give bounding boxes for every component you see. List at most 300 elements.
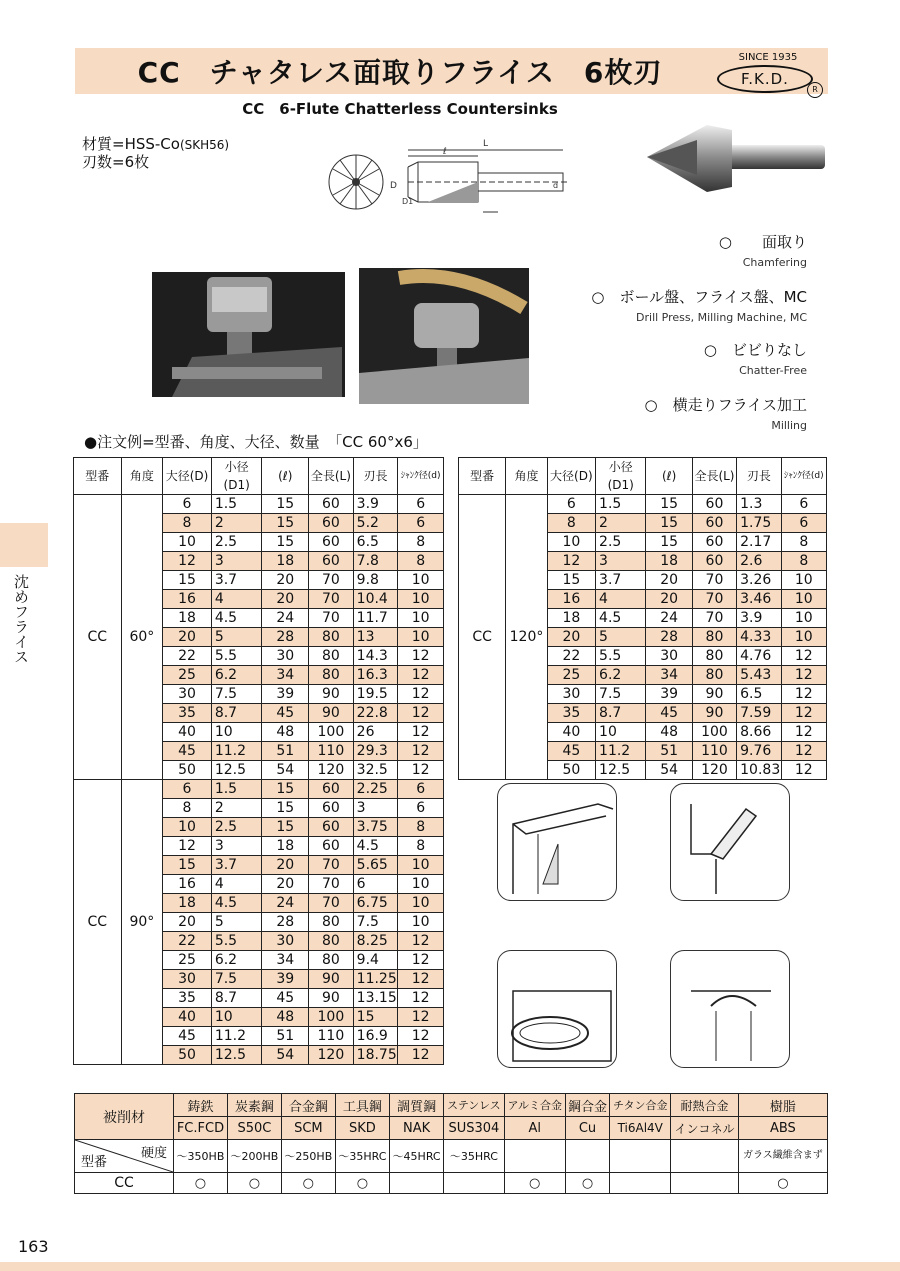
table-cell: 60 (309, 837, 354, 856)
feature-machines (591, 286, 807, 324)
table-cell: 45 (262, 989, 309, 1008)
table-cell: 8 (163, 799, 212, 818)
circle-icon: ○ (718, 233, 732, 251)
page-title: CC チャタレス面取りフライス 6枚刃 (137, 56, 663, 89)
table-cell: 12.5 (596, 761, 646, 780)
table-cell: 7.59 (737, 704, 781, 723)
header-overall: 全長(L) (692, 458, 736, 495)
table-cell: 6 (398, 799, 444, 818)
table-cell: 30 (646, 647, 692, 666)
table-cell: 60 (309, 780, 354, 799)
table-cell: 60 (692, 514, 736, 533)
material-row-model: CC (75, 1173, 174, 1194)
table-cell: 12 (398, 761, 444, 780)
table-cell: 6 (398, 495, 444, 514)
table-cell: 5 (211, 628, 262, 647)
table-cell: 10 (781, 590, 826, 609)
table-cell: 20 (163, 913, 212, 932)
table-cell: 70 (309, 856, 354, 875)
table-cell: 11.25 (353, 970, 398, 989)
table-cell: 12 (398, 970, 444, 989)
table-cell: 24 (646, 609, 692, 628)
table-cell: 3.9 (737, 609, 781, 628)
header-small-dia: 小径(D1) (596, 458, 646, 495)
table-cell: 24 (262, 894, 309, 913)
spec-table-60-90 (73, 457, 444, 1065)
table-cell: 6 (353, 875, 398, 894)
table-cell: 60 (692, 552, 736, 571)
header-l: (ℓ) (646, 458, 692, 495)
side-label: 沈めフライス (12, 574, 30, 664)
table-cell: 3 (211, 837, 262, 856)
table-header-row (74, 458, 444, 495)
table-cell: 8 (398, 818, 444, 837)
table-cell: 28 (262, 913, 309, 932)
table-cell: 70 (309, 894, 354, 913)
table-cell: 10 (547, 533, 595, 552)
compatibility-circle-icon: ○ (335, 1173, 389, 1194)
table-cell: 22.8 (353, 704, 398, 723)
material-hardness (504, 1140, 565, 1173)
table-cell: 48 (646, 723, 692, 742)
model-label: 型番 (81, 1155, 108, 1170)
table-cell: 10 (596, 723, 646, 742)
compatibility-circle-icon: ○ (281, 1173, 335, 1194)
table-cell: 10.83 (737, 761, 781, 780)
table-cell: 45 (547, 742, 595, 761)
table-cell: 35 (547, 704, 595, 723)
table-cell: 5.5 (211, 932, 262, 951)
table-cell: 26 (353, 723, 398, 742)
table-cell: 6.75 (353, 894, 398, 913)
table-cell: 15 (353, 1008, 398, 1027)
table-cell: 80 (309, 666, 354, 685)
table-cell: 4 (211, 590, 262, 609)
table-cell: 8 (398, 533, 444, 552)
table-cell: 10 (398, 856, 444, 875)
table-cell: 28 (262, 628, 309, 647)
table-cell: 5.43 (737, 666, 781, 685)
flute-spec: 刃数=6枚 (82, 153, 150, 171)
header-cut-len: 刃長 (737, 458, 781, 495)
table-cell: 8 (781, 533, 826, 552)
table-cell: 39 (262, 685, 309, 704)
bottom-band (0, 1262, 900, 1271)
table-cell: 12 (398, 932, 444, 951)
table-cell: 25 (163, 666, 212, 685)
material-hardness (610, 1140, 671, 1173)
table-cell: 12 (781, 685, 826, 704)
table-cell: 90 (309, 970, 354, 989)
header-small-dia: 小径(D1) (211, 458, 262, 495)
table-cell: 80 (309, 951, 354, 970)
material-table (74, 1093, 828, 1194)
table-cell: 10 (163, 818, 212, 837)
table-cell: 40 (163, 1008, 212, 1027)
table-cell: 16 (163, 590, 212, 609)
header-angle: 角度 (506, 458, 547, 495)
table-cell: 25 (547, 666, 595, 685)
table-cell: 4.5 (211, 609, 262, 628)
table-cell: 8 (398, 552, 444, 571)
compatibility-circle-icon: ○ (227, 1173, 281, 1194)
table-cell: 20 (646, 571, 692, 590)
table-cell: 16.9 (353, 1027, 398, 1046)
table-cell: 34 (262, 666, 309, 685)
table-cell: 51 (262, 1027, 309, 1046)
table-cell: 110 (692, 742, 736, 761)
table-cell: 100 (692, 723, 736, 742)
compatibility-cell (610, 1173, 671, 1194)
table-cell: 11.2 (211, 742, 262, 761)
compatibility-circle-icon: ○ (565, 1173, 609, 1194)
table-cell: 2.5 (211, 533, 262, 552)
table-cell: 12 (781, 723, 826, 742)
chamfer-diagram-2 (670, 783, 790, 901)
table-cell: 7.5 (211, 685, 262, 704)
table-cell: 90 (692, 704, 736, 723)
table-cell: 12 (398, 647, 444, 666)
table-cell: 30 (262, 932, 309, 951)
table-cell: 18 (163, 609, 212, 628)
dim-D1: D1 (402, 197, 414, 206)
table-cell: 3.7 (211, 571, 262, 590)
table-cell: 15 (262, 533, 309, 552)
table-cell: 100 (309, 1008, 354, 1027)
table-cell: 29.3 (353, 742, 398, 761)
table-cell: 5 (596, 628, 646, 647)
table-cell: 10 (398, 913, 444, 932)
table-cell: 12 (547, 552, 595, 571)
table-cell: 12 (398, 989, 444, 1008)
table-cell: 9.8 (353, 571, 398, 590)
table-cell: 34 (262, 951, 309, 970)
circle-icon: ○ (644, 396, 658, 414)
circle-icon: ○ (703, 341, 717, 359)
table-cell: 60 (309, 818, 354, 837)
table-cell: 90 (692, 685, 736, 704)
table-cell: 12 (781, 761, 826, 780)
feature-label: 横走りフライス加工 (672, 396, 807, 414)
technical-drawing (328, 132, 578, 222)
table-cell: 8.7 (211, 989, 262, 1008)
table-60-body (74, 495, 444, 780)
table-cell: 18 (646, 552, 692, 571)
table-cell: 22 (547, 647, 595, 666)
table-row (459, 495, 827, 514)
table-cell: 10 (398, 609, 444, 628)
table-cell: 1.5 (211, 495, 262, 514)
feature-label: ビビりなし (731, 341, 807, 359)
table-cell: 3.7 (211, 856, 262, 875)
table-cell: 14.3 (353, 647, 398, 666)
material-code: S50C (227, 1117, 281, 1140)
table-cell: 35 (163, 704, 212, 723)
material-text: 材質=HSS-Co (82, 135, 180, 153)
compatibility-cell (390, 1173, 444, 1194)
feature-chatter-free (704, 339, 807, 377)
table-cell: 80 (692, 647, 736, 666)
table-cell: 40 (547, 723, 595, 742)
table-cell: 80 (309, 647, 354, 666)
chamfer-diagram-3 (497, 950, 617, 1068)
table-cell: 30 (163, 685, 212, 704)
dim-D: D (390, 181, 397, 191)
material-name: 耐熱合金 (671, 1094, 738, 1117)
feature-milling (644, 394, 807, 432)
product-illustration (637, 125, 833, 200)
table-cell: 90 (309, 685, 354, 704)
side-tab (0, 523, 48, 567)
table-cell: 6 (781, 495, 826, 514)
angle-cell: 60° (121, 495, 163, 780)
model-cell: CC (74, 780, 122, 1065)
table-cell: 40 (163, 723, 212, 742)
table-cell: 6.2 (211, 951, 262, 970)
compatibility-circle-icon: ○ (504, 1173, 565, 1194)
table-cell: 12 (398, 666, 444, 685)
table-cell: 110 (309, 742, 354, 761)
order-example: ●注文例=型番、角度、大径、数量 「CC 60°x6」 (84, 433, 428, 451)
table-cell: 6 (398, 780, 444, 799)
table-cell: 10 (398, 894, 444, 913)
table-cell: 45 (163, 742, 212, 761)
table-cell: 20 (547, 628, 595, 647)
table-cell: 3.75 (353, 818, 398, 837)
material-code: SKD (335, 1117, 389, 1140)
table-cell: 60 (692, 533, 736, 552)
table-cell: 51 (262, 742, 309, 761)
compatibility-cell (444, 1173, 504, 1194)
table-cell: 54 (262, 1046, 309, 1065)
table-cell: 12.5 (211, 1046, 262, 1065)
table-cell: 19.5 (353, 685, 398, 704)
material-code: SCM (281, 1117, 335, 1140)
angle-cell: 90° (121, 780, 163, 1065)
table-cell: 10.4 (353, 590, 398, 609)
table-cell: 12 (163, 837, 212, 856)
dim-L: L (483, 139, 489, 149)
table-cell: 50 (547, 761, 595, 780)
table-cell: 13 (353, 628, 398, 647)
table-cell: 16.3 (353, 666, 398, 685)
table-cell: 30 (262, 647, 309, 666)
page-number: 163 (18, 1237, 49, 1256)
table-cell: 16 (163, 875, 212, 894)
material-code: NAK (390, 1117, 444, 1140)
table-cell: 5.5 (211, 647, 262, 666)
material-hardness: ～350HB (174, 1140, 228, 1173)
table-cell: 2.17 (737, 533, 781, 552)
table-cell: 8.7 (596, 704, 646, 723)
table-cell: 12 (781, 742, 826, 761)
material-name: アルミ合金 (504, 1094, 565, 1117)
table-cell: 11.2 (211, 1027, 262, 1046)
angle-cell: 120° (506, 495, 547, 780)
table-cell: 5.2 (353, 514, 398, 533)
table-cell: 6 (781, 514, 826, 533)
hardness-model-cell (75, 1140, 174, 1173)
table-cell: 80 (309, 913, 354, 932)
material-name: チタン合金 (610, 1094, 671, 1117)
table-cell: 8 (547, 514, 595, 533)
table-cell: 10 (211, 723, 262, 742)
table-cell: 2 (211, 799, 262, 818)
dim-d: d (553, 181, 559, 190)
header-cut-len: 刃長 (353, 458, 398, 495)
table-cell: 30 (547, 685, 595, 704)
table-cell: 11.7 (353, 609, 398, 628)
table-cell: 70 (309, 875, 354, 894)
table-cell: 50 (163, 761, 212, 780)
table-cell: 54 (262, 761, 309, 780)
material-name: 工具鋼 (335, 1094, 389, 1117)
table-cell: 12.5 (211, 761, 262, 780)
table-row (74, 780, 444, 799)
table-120-body (459, 495, 827, 780)
table-cell: 45 (163, 1027, 212, 1046)
usage-photo-2 (359, 268, 529, 404)
table-cell: 3 (211, 552, 262, 571)
table-cell: 15 (646, 495, 692, 514)
table-cell: 7.5 (211, 970, 262, 989)
table-cell: 22 (163, 647, 212, 666)
material-code: Cu (565, 1117, 609, 1140)
table-cell: 18 (262, 837, 309, 856)
material-name: 合金鋼 (281, 1094, 335, 1117)
table-cell: 8 (163, 514, 212, 533)
page-subtitle: CC 6-Flute Chatterless Countersinks (242, 100, 558, 118)
material-hardness: ～35HRC (335, 1140, 389, 1173)
table-cell: 34 (646, 666, 692, 685)
material-code: FC.FCD (174, 1117, 228, 1140)
table-cell: 4.76 (737, 647, 781, 666)
table-cell: 80 (309, 932, 354, 951)
header-overall: 全長(L) (309, 458, 354, 495)
table-cell: 12 (398, 704, 444, 723)
table-cell: 80 (692, 666, 736, 685)
table-cell: 20 (262, 875, 309, 894)
table-cell: 25 (163, 951, 212, 970)
compatibility-circle-icon: ○ (174, 1173, 228, 1194)
compatibility-cell (671, 1173, 738, 1194)
table-cell: 8 (781, 552, 826, 571)
table-cell: 15 (163, 571, 212, 590)
table-cell: 35 (163, 989, 212, 1008)
table-cell: 12 (781, 704, 826, 723)
table-cell: 10 (398, 875, 444, 894)
table-cell: 6 (398, 514, 444, 533)
header-shank: ｼｬﾝｸ径(d) (781, 458, 826, 495)
table-cell: 15 (262, 514, 309, 533)
table-cell: 8.25 (353, 932, 398, 951)
table-cell: 54 (646, 761, 692, 780)
table-cell: 48 (262, 723, 309, 742)
dim-l: ℓ (443, 147, 447, 157)
header-model: 型番 (459, 458, 506, 495)
table-cell: 15 (262, 818, 309, 837)
material-code: SUS304 (444, 1117, 504, 1140)
table-cell: 8.66 (737, 723, 781, 742)
table-cell: 6.5 (737, 685, 781, 704)
table-cell: 45 (262, 704, 309, 723)
table-cell: 50 (163, 1046, 212, 1065)
table-cell: 5.65 (353, 856, 398, 875)
table-cell: 3.9 (353, 495, 398, 514)
table-cell: 4.5 (211, 894, 262, 913)
table-cell: 20 (163, 628, 212, 647)
table-cell: 15 (646, 533, 692, 552)
material-name: 調質鋼 (390, 1094, 444, 1117)
table-cell: 3 (353, 799, 398, 818)
table-cell: 1.3 (737, 495, 781, 514)
table-cell: 12 (398, 742, 444, 761)
table-cell: 51 (646, 742, 692, 761)
table-cell: 80 (309, 628, 354, 647)
table-cell: 4 (211, 875, 262, 894)
table-cell: 3.7 (596, 571, 646, 590)
table-cell: 2.25 (353, 780, 398, 799)
material-code: ABS (738, 1117, 827, 1140)
chamfer-diagram-4 (670, 950, 790, 1068)
table-cell: 39 (646, 685, 692, 704)
material-name: 炭素鋼 (227, 1094, 281, 1117)
table-cell: 1.5 (211, 780, 262, 799)
table-cell: 10 (781, 571, 826, 590)
table-cell: 70 (309, 590, 354, 609)
table-90-body (74, 780, 444, 1065)
table-cell: 80 (692, 628, 736, 647)
table-cell: 8 (398, 837, 444, 856)
table-cell: 10 (781, 609, 826, 628)
table-cell: 120 (309, 761, 354, 780)
circle-icon: ○ (591, 288, 605, 306)
chamfer-diagram-1 (497, 783, 617, 901)
table-cell: 90 (309, 704, 354, 723)
table-cell: 6.2 (211, 666, 262, 685)
table-cell: 6.5 (353, 533, 398, 552)
table-cell: 60 (692, 495, 736, 514)
material-code: インコネル (671, 1117, 738, 1140)
feature-english: Chamfering (742, 256, 807, 269)
table-cell: 48 (262, 1008, 309, 1027)
registered-mark: R (807, 82, 823, 98)
table-cell: 4.5 (596, 609, 646, 628)
feature-chamfering (719, 231, 807, 269)
table-cell: 10 (398, 628, 444, 647)
table-cell: 2.6 (737, 552, 781, 571)
table-cell: 15 (262, 780, 309, 799)
table-cell: 4.33 (737, 628, 781, 647)
table-cell: 18 (163, 894, 212, 913)
material-hardness: ～35HRC (444, 1140, 504, 1173)
table-cell: 120 (692, 761, 736, 780)
table-cell: 32.5 (353, 761, 398, 780)
table-cell: 12 (398, 723, 444, 742)
material-name: 鋼合金 (565, 1094, 609, 1117)
model-cell: CC (459, 495, 506, 780)
table-cell: 2 (596, 514, 646, 533)
material-hardness (671, 1140, 738, 1173)
table-cell: 110 (309, 1027, 354, 1046)
feature-english: Milling (771, 419, 807, 432)
table-cell: 3.46 (737, 590, 781, 609)
table-cell: 13.15 (353, 989, 398, 1008)
table-cell: 4 (596, 590, 646, 609)
table-cell: 1.5 (596, 495, 646, 514)
table-cell: 6 (163, 495, 212, 514)
material-name: ステンレス (444, 1094, 504, 1117)
